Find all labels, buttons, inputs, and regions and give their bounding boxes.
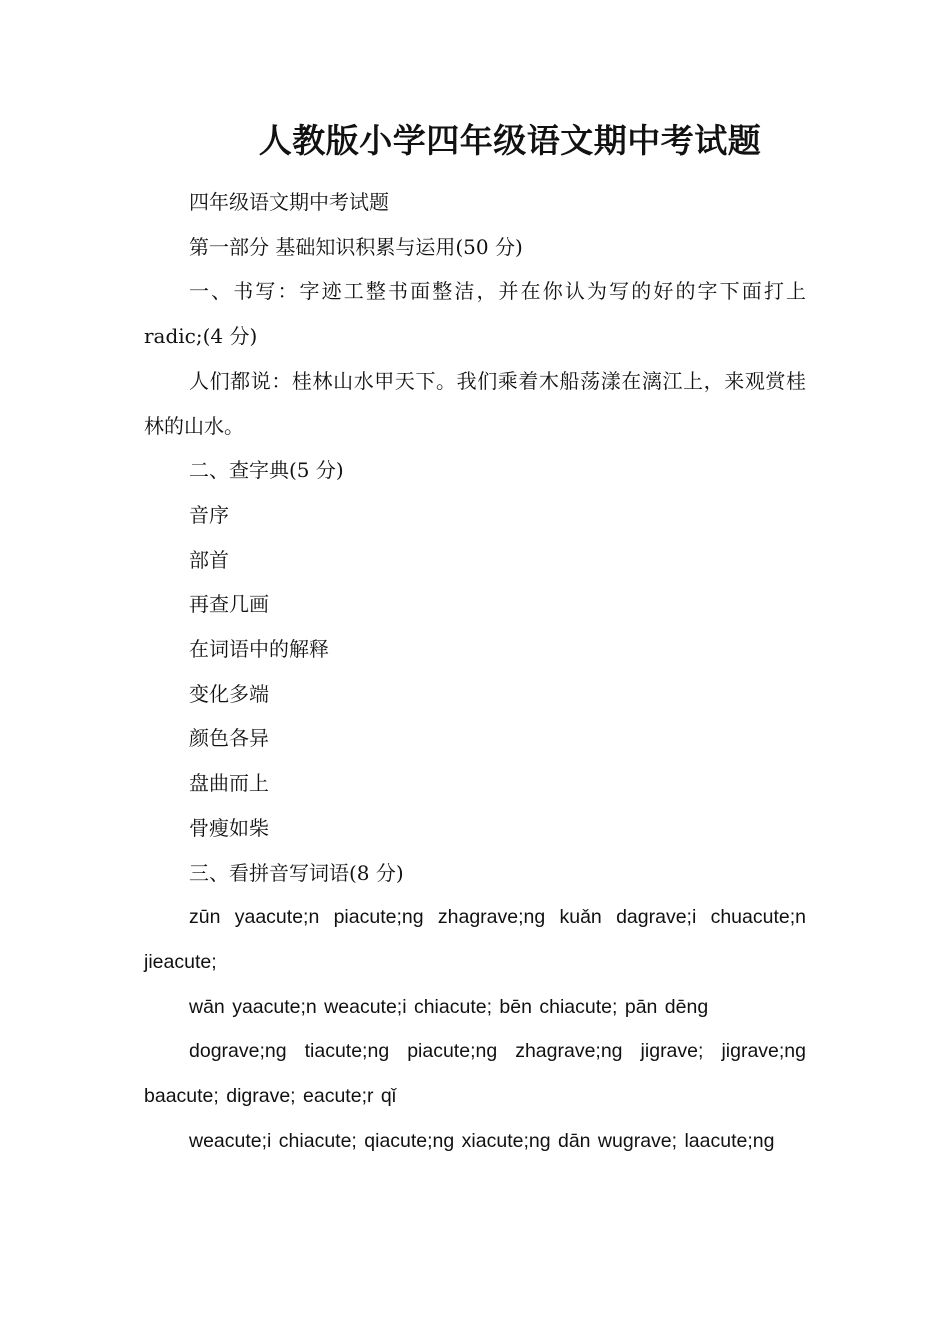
- paragraph-section-pinyin: 三、看拼音写词语(8 分): [189, 860, 404, 885]
- list-item: 盘曲而上: [189, 771, 269, 796]
- pinyin-line: dograve;ng tiacute;ng piacute;ng zhagrave;ng jigrave; jigrave;ng baacute; digrave; eacute;r qǐ: [144, 1040, 806, 1108]
- list-item: 变化多端: [189, 681, 269, 706]
- paragraph-section-writing: 一、书写：字迹工整书面整洁，并在你认为写的好的字下面打上 radic;(4 分): [144, 279, 806, 349]
- list-item: 骨瘦如柴: [189, 815, 269, 840]
- list-item: 颜色各异: [189, 726, 269, 751]
- pinyin-line: wān yaacute;n weacute;i chiacute; bēn chiacute; pān dēng: [189, 995, 709, 1018]
- list-item: 部首: [189, 547, 229, 572]
- pinyin-line: weacute;i chiacute; qiacute;ng xiacute;ng dān wugrave; laacute;ng: [189, 1129, 775, 1152]
- document-body: [144, 180, 806, 1163]
- paragraph-guilin-passage: 人们都说：桂林山水甲天下。我们乘着木船荡漾在漓江上，来观赏桂林的山水。: [144, 368, 806, 438]
- pinyin-line: zūn yaacute;n piacute;ng zhagrave;ng kuǎn dagrave;i chuacute;n jieacute;: [144, 906, 806, 973]
- paragraph-section-dictionary: 二、查字典(5 分): [189, 458, 344, 483]
- paragraph-part-one: 第一部分 基础知识积累与运用(50 分): [189, 234, 523, 259]
- list-item: 再查几画: [189, 592, 269, 617]
- document-title: 人教版小学四年级语文期中考试题: [258, 121, 762, 160]
- paragraph-subtitle: 四年级语文期中考试题: [189, 190, 389, 214]
- list-item: 在词语中的解释: [189, 637, 329, 662]
- list-item: 音序: [189, 502, 229, 527]
